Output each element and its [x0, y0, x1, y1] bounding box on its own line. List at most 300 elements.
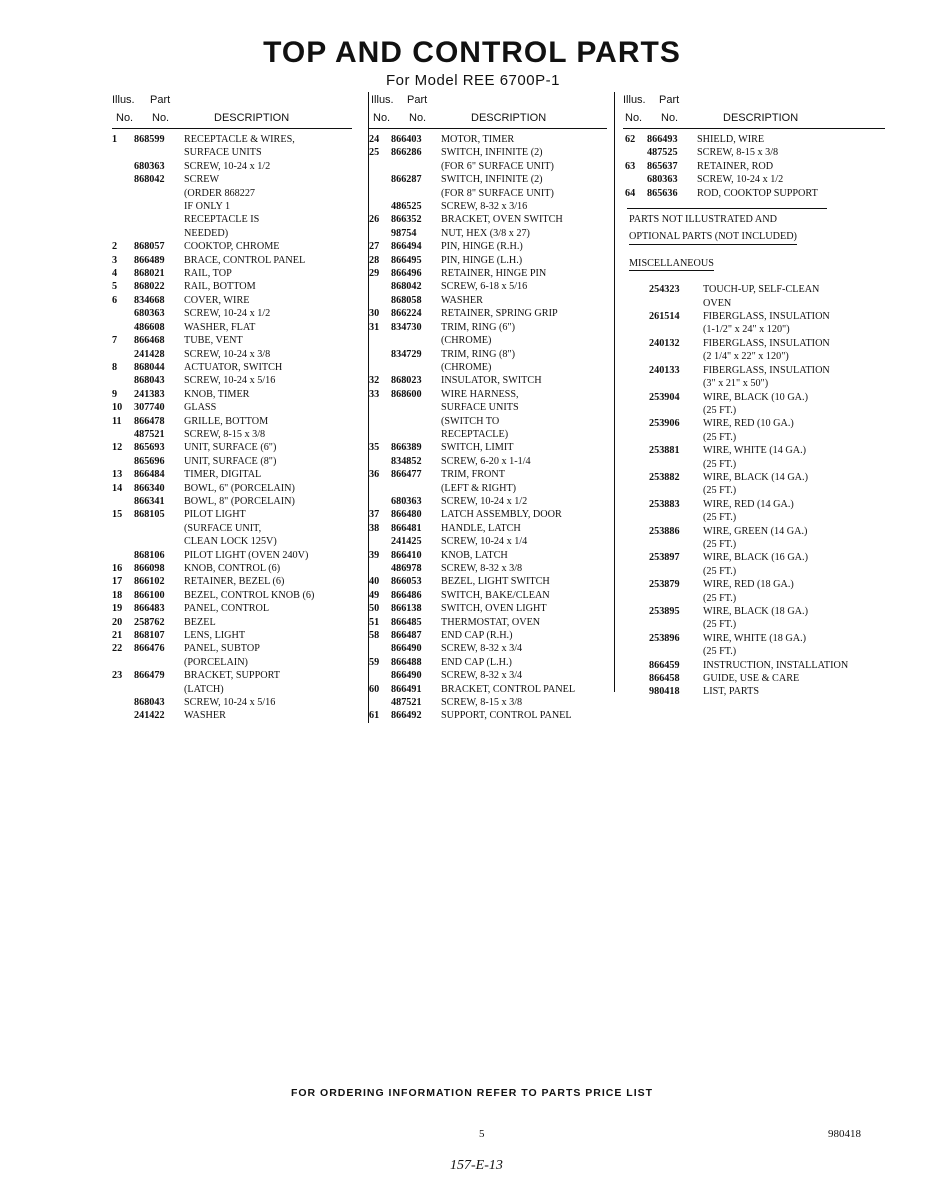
part-description: (CHROME)	[441, 361, 492, 373]
part-description: SUPPORT, CONTROL PANEL	[441, 710, 572, 722]
part-description: SCREW, 8-32 x 3/4	[441, 643, 523, 655]
illus-number	[112, 495, 134, 508]
part-row	[112, 508, 352, 521]
illus-number	[369, 200, 391, 213]
header-description: DESCRIPTION	[723, 112, 799, 124]
illus-number	[625, 645, 649, 658]
part-description: (FOR 8" SURFACE UNIT)	[441, 187, 554, 199]
part-row	[369, 683, 607, 696]
part-description: WIRE, RED (14 GA.)	[703, 498, 794, 510]
part-number: 253881	[649, 445, 680, 457]
part-number: 98754	[391, 227, 417, 239]
part-description: WIRE, BLACK (16 GA.)	[703, 552, 808, 564]
part-number: 866286	[391, 147, 422, 159]
part-row	[112, 240, 352, 253]
parts-column-3	[614, 92, 885, 698]
part-number: 868023	[391, 375, 422, 387]
illus-number	[625, 632, 649, 645]
illus-number: 25	[369, 147, 380, 159]
part-row	[369, 589, 607, 602]
part-description: SCREW, 8-15 x 3/8	[697, 147, 779, 159]
part-row	[369, 173, 607, 186]
part-row	[625, 565, 885, 578]
illus-number: 32	[369, 375, 380, 387]
part-description: PANEL, CONTROL	[184, 603, 270, 615]
part-row	[112, 495, 352, 508]
part-number: 486978	[391, 563, 422, 574]
part-description: WIRE, BLACK (10 GA.)	[703, 391, 808, 403]
part-description: (PORCELAIN)	[184, 656, 248, 668]
part-row	[369, 709, 607, 722]
illus-number	[625, 310, 649, 323]
part-row	[112, 535, 352, 548]
illus-number	[625, 578, 649, 591]
illus-number	[112, 307, 134, 320]
part-row	[112, 522, 352, 535]
note-line: PARTS NOT ILLUSTRATED AND	[629, 214, 777, 226]
part-description: WIRE HARNESS,	[441, 388, 519, 400]
part-description: (25 FT.)	[703, 404, 737, 416]
part-row	[625, 297, 885, 310]
part-description: RECEPTACLE)	[441, 428, 509, 440]
part-row	[112, 267, 352, 280]
illus-number	[625, 659, 649, 672]
part-number	[649, 565, 703, 578]
part-description: END CAP (L.H.)	[441, 656, 512, 668]
header-no: No.	[116, 112, 134, 124]
part-row	[625, 323, 885, 336]
part-number: 866496	[391, 268, 422, 280]
part-row	[112, 562, 352, 575]
part-number: 253897	[649, 552, 680, 564]
part-description: RETAINER, HINGE PIN	[441, 268, 547, 280]
part-row	[625, 551, 885, 564]
part-description: RECEPTACLE & WIRES,	[184, 134, 295, 145]
parts-list	[625, 133, 885, 200]
part-number: 834852	[391, 455, 422, 467]
part-row	[369, 321, 607, 334]
part-number: 680363	[134, 308, 165, 320]
part-row	[625, 605, 885, 618]
part-row	[369, 562, 607, 575]
illus-number	[625, 431, 649, 444]
part-row	[112, 683, 352, 696]
illus-number	[625, 417, 649, 430]
part-row	[112, 280, 352, 293]
part-description: BEZEL, LIGHT SWITCH	[441, 576, 550, 588]
illus-number	[369, 187, 391, 200]
part-row	[369, 441, 607, 454]
part-number	[649, 404, 703, 417]
part-description: FIBERGLASS, INSULATION	[703, 311, 830, 323]
illus-number	[369, 294, 391, 307]
part-description: WIRE, GREEN (14 GA.)	[703, 525, 808, 537]
part-number: 866489	[134, 254, 165, 266]
part-description: (FOR 6" SURFACE UNIT)	[441, 160, 554, 172]
part-description: PILOT LIGHT	[184, 509, 246, 521]
part-number: 866458	[649, 673, 680, 685]
illus-number	[369, 334, 391, 347]
illus-number	[625, 391, 649, 404]
part-row	[369, 696, 607, 709]
part-number: 868042	[134, 174, 165, 186]
part-description: PIN, HINGE (R.H.)	[441, 241, 523, 253]
illus-number: 60	[369, 683, 380, 695]
part-number	[134, 227, 184, 240]
illus-number	[112, 213, 134, 226]
divider	[627, 208, 827, 209]
illus-number: 16	[112, 563, 123, 574]
illus-number: 39	[369, 549, 380, 561]
illus-number	[112, 187, 134, 200]
part-row	[369, 200, 607, 213]
illus-number	[112, 535, 134, 548]
illus-number: 6	[112, 294, 118, 306]
part-number	[649, 592, 703, 605]
part-description: SURFACE UNITS	[441, 402, 519, 414]
part-description: (SWITCH TO	[441, 415, 500, 427]
illus-number	[625, 498, 649, 511]
illus-number	[369, 361, 391, 374]
part-number: 866488	[391, 656, 422, 668]
part-row	[112, 374, 352, 387]
part-row	[625, 498, 885, 511]
illus-number	[625, 283, 649, 296]
illus-number	[369, 348, 391, 361]
part-description: (25 FT.)	[703, 592, 737, 604]
part-number: 486525	[391, 201, 422, 213]
illus-number: 11	[112, 415, 122, 427]
part-number: 866490	[391, 643, 422, 655]
illus-number	[625, 444, 649, 457]
part-number: 834729	[391, 348, 422, 360]
part-number: 307740	[134, 402, 165, 414]
part-description: WASHER, FLAT	[184, 321, 256, 333]
part-description: (25 FT.)	[703, 431, 737, 443]
part-row	[112, 656, 352, 669]
part-number: 866487	[391, 630, 422, 642]
illus-number: 19	[112, 603, 123, 615]
part-row	[369, 508, 607, 521]
part-description: KNOB, TIMER	[184, 388, 250, 400]
illus-number: 40	[369, 576, 380, 588]
illus-number	[625, 458, 649, 471]
page-number: 5	[479, 1128, 485, 1140]
part-description: WIRE, WHITE (18 GA.)	[703, 632, 807, 644]
part-row	[112, 549, 352, 562]
part-description: (25 FT.)	[703, 538, 737, 550]
illus-number: 8	[112, 361, 118, 373]
part-row	[625, 511, 885, 524]
illus-number	[112, 146, 134, 159]
illus-number	[369, 495, 391, 508]
part-number: 866485	[391, 616, 422, 628]
illus-number: 31	[369, 321, 380, 333]
part-description: RAIL, TOP	[184, 268, 232, 280]
part-description: SCREW, 10-24 x 1/2	[441, 495, 528, 507]
part-number: 866486	[391, 589, 422, 601]
part-number: 866224	[391, 308, 422, 320]
illus-number: 27	[369, 241, 380, 253]
part-number: 487525	[647, 147, 678, 159]
part-number	[649, 350, 703, 363]
part-row	[369, 415, 607, 428]
part-description: SWITCH, LIMIT	[441, 442, 514, 454]
part-description: (25 FT.)	[703, 619, 737, 631]
part-row	[112, 213, 352, 226]
part-description: (1-1/2" x 24" x 120")	[703, 324, 790, 336]
part-number	[391, 401, 441, 414]
part-number	[649, 458, 703, 471]
illus-number	[625, 551, 649, 564]
illus-number	[625, 323, 649, 336]
part-row	[625, 431, 885, 444]
illus-number: 24	[369, 134, 380, 145]
part-description: PILOT LIGHT (OVEN 240V)	[184, 549, 309, 561]
note-line: OPTIONAL PARTS (NOT INCLUDED)	[629, 230, 797, 244]
illus-number: 61	[369, 710, 380, 722]
illus-number: 64	[625, 187, 636, 199]
part-number: 868107	[134, 630, 165, 642]
part-description: SWITCH, INFINITE (2)	[441, 174, 543, 186]
part-row	[369, 575, 607, 588]
part-description: SCREW	[184, 174, 220, 186]
part-number: 865693	[134, 442, 165, 454]
part-number	[649, 511, 703, 524]
part-description: SCREW, 10-24 x 3/8	[184, 348, 271, 360]
illus-number: 30	[369, 308, 380, 320]
part-description: BRACKET, OVEN SWITCH	[441, 214, 563, 226]
part-number: 866287	[391, 174, 422, 186]
illus-number	[625, 592, 649, 605]
part-description: SCREW, 8-32 x 3/8	[441, 563, 523, 574]
part-row	[369, 482, 607, 495]
illus-number: 15	[112, 509, 123, 521]
part-description: MOTOR, TIMER	[441, 134, 515, 145]
part-number: 241383	[134, 388, 165, 400]
part-row	[625, 160, 885, 173]
part-number: 866459	[649, 659, 680, 671]
part-description: SCREW, 6-18 x 5/16	[441, 281, 528, 293]
part-description: SURFACE UNITS	[184, 147, 262, 159]
parts-column-1	[112, 92, 352, 723]
part-description: BRACKET, SUPPORT	[184, 670, 280, 682]
part-row	[369, 388, 607, 401]
illus-number: 17	[112, 576, 123, 588]
column-header	[369, 92, 607, 129]
illus-number: 35	[369, 442, 380, 454]
part-description: TRIM, RING (8")	[441, 348, 516, 360]
part-number	[649, 323, 703, 336]
illus-number	[625, 565, 649, 578]
part-row	[112, 133, 352, 146]
part-description: (ORDER 868227	[184, 187, 256, 199]
part-row	[625, 364, 885, 377]
illus-number	[112, 696, 134, 709]
part-row	[112, 455, 352, 468]
part-description: RETAINER, SPRING GRIP	[441, 308, 558, 320]
part-row	[369, 669, 607, 682]
part-number: 865637	[647, 160, 678, 172]
part-number: 866483	[134, 603, 165, 615]
part-description: WIRE, RED (10 GA.)	[703, 418, 794, 430]
illus-number	[625, 538, 649, 551]
illus-number: 13	[112, 469, 123, 481]
part-number: 487521	[134, 428, 165, 440]
part-row	[625, 672, 885, 685]
illus-number	[625, 404, 649, 417]
illus-number	[625, 364, 649, 377]
part-row	[112, 709, 352, 722]
part-row	[625, 283, 885, 296]
part-number: 866468	[134, 335, 165, 347]
part-number: 866340	[134, 482, 165, 494]
part-row	[369, 455, 607, 468]
illus-number: 63	[625, 160, 636, 172]
part-description: PIN, HINGE (L.H.)	[441, 254, 523, 266]
part-number: 866138	[391, 603, 422, 615]
part-row	[625, 632, 885, 645]
header-illus: Illus.	[623, 94, 646, 106]
part-description: WIRE, WHITE (14 GA.)	[703, 445, 807, 457]
header-no: No.	[661, 112, 679, 124]
part-description: INSTRUCTION, INSTALLATION	[703, 659, 849, 671]
part-description: COVER, WIRE	[184, 294, 250, 306]
part-row	[369, 549, 607, 562]
parts-list	[369, 133, 607, 723]
part-row	[112, 146, 352, 159]
part-row	[625, 350, 885, 363]
part-row	[625, 310, 885, 323]
illus-number: 26	[369, 214, 380, 226]
part-description: (LEFT & RIGHT)	[441, 482, 517, 494]
part-row	[369, 227, 607, 240]
part-row	[369, 294, 607, 307]
part-description: TRIM, FRONT	[441, 469, 505, 481]
part-description: LENS, LIGHT	[184, 630, 246, 642]
header-illus: Illus.	[112, 94, 135, 106]
part-row	[625, 578, 885, 591]
part-description: SCREW, 8-15 x 3/8	[184, 428, 266, 440]
part-number: 868058	[391, 294, 422, 306]
part-number	[134, 213, 184, 226]
illus-number	[625, 685, 649, 698]
part-row	[112, 227, 352, 240]
part-number: 980418	[649, 686, 680, 698]
illus-number	[369, 562, 391, 575]
illus-number	[112, 160, 134, 173]
part-description: NUT, HEX (3/8 x 27)	[441, 227, 530, 239]
part-number: 866481	[391, 522, 422, 534]
part-row	[112, 589, 352, 602]
illus-number: 20	[112, 616, 123, 628]
part-row	[112, 321, 352, 334]
part-number: 865636	[647, 187, 678, 199]
misc-heading: MISCELLANEOUS	[629, 257, 714, 271]
part-row	[625, 458, 885, 471]
part-description: WIRE, BLACK (14 GA.)	[703, 471, 808, 483]
illus-number	[369, 173, 391, 186]
part-row	[369, 428, 607, 441]
part-description: SWITCH, INFINITE (2)	[441, 147, 543, 159]
part-description: IF ONLY 1	[184, 201, 231, 213]
column-header	[623, 92, 885, 129]
part-row	[112, 482, 352, 495]
part-number	[134, 522, 184, 535]
illus-number: 14	[112, 482, 123, 494]
illus-number: 3	[112, 254, 118, 266]
part-description: COOKTOP, CHROME	[184, 241, 280, 253]
part-row	[625, 444, 885, 457]
illus-number	[369, 428, 391, 441]
part-number	[134, 683, 184, 696]
page-title: TOP AND CONTROL PARTS	[263, 36, 681, 69]
part-number: 241422	[134, 710, 165, 722]
illus-number: 18	[112, 589, 123, 601]
part-description: TUBE, VENT	[184, 335, 243, 347]
part-number	[134, 535, 184, 548]
part-row	[112, 361, 352, 374]
illus-number	[625, 618, 649, 631]
part-description: TRIM, RING (6")	[441, 321, 516, 333]
part-row	[112, 602, 352, 615]
part-description: NEEDED)	[184, 227, 229, 239]
illus-number: 33	[369, 388, 380, 400]
illus-number: 21	[112, 630, 123, 642]
part-row	[625, 592, 885, 605]
illus-number	[625, 484, 649, 497]
part-number: 865696	[134, 455, 165, 467]
part-description: TIMER, DIGITAL	[184, 469, 262, 481]
part-row	[112, 669, 352, 682]
part-description: SWITCH, OVEN LIGHT	[441, 603, 547, 615]
part-description: WASHER	[184, 710, 226, 722]
part-number: 487521	[391, 697, 422, 709]
part-row	[625, 377, 885, 390]
part-row	[112, 415, 352, 428]
part-number	[391, 187, 441, 200]
part-row	[112, 200, 352, 213]
part-row	[112, 401, 352, 414]
part-number: 868106	[134, 549, 165, 561]
part-number: 258762	[134, 616, 165, 628]
part-description: (2 1/4" x 22" x 120")	[703, 351, 789, 363]
part-description: SCREW, 10-24 x 1/4	[441, 536, 528, 548]
part-description: ACTUATOR, SWITCH	[184, 361, 283, 373]
part-row	[369, 656, 607, 669]
part-row	[112, 160, 352, 173]
illus-number	[112, 683, 134, 696]
part-number: 680363	[391, 495, 422, 507]
misc-parts-list	[625, 283, 885, 699]
part-row	[112, 294, 352, 307]
header-no: No.	[409, 112, 427, 124]
part-number: 866098	[134, 563, 165, 574]
part-row	[369, 280, 607, 293]
part-number	[649, 538, 703, 551]
part-description: END CAP (R.H.)	[441, 630, 513, 642]
illus-number: 28	[369, 254, 380, 266]
illus-number	[112, 455, 134, 468]
illus-number	[625, 173, 647, 186]
part-number: 253883	[649, 498, 680, 510]
illus-number	[625, 605, 649, 618]
illus-number	[369, 280, 391, 293]
illus-number	[369, 535, 391, 548]
part-description: BEZEL	[184, 616, 216, 628]
part-number: 866477	[391, 469, 422, 481]
part-description: FIBERGLASS, INSULATION	[703, 364, 830, 376]
